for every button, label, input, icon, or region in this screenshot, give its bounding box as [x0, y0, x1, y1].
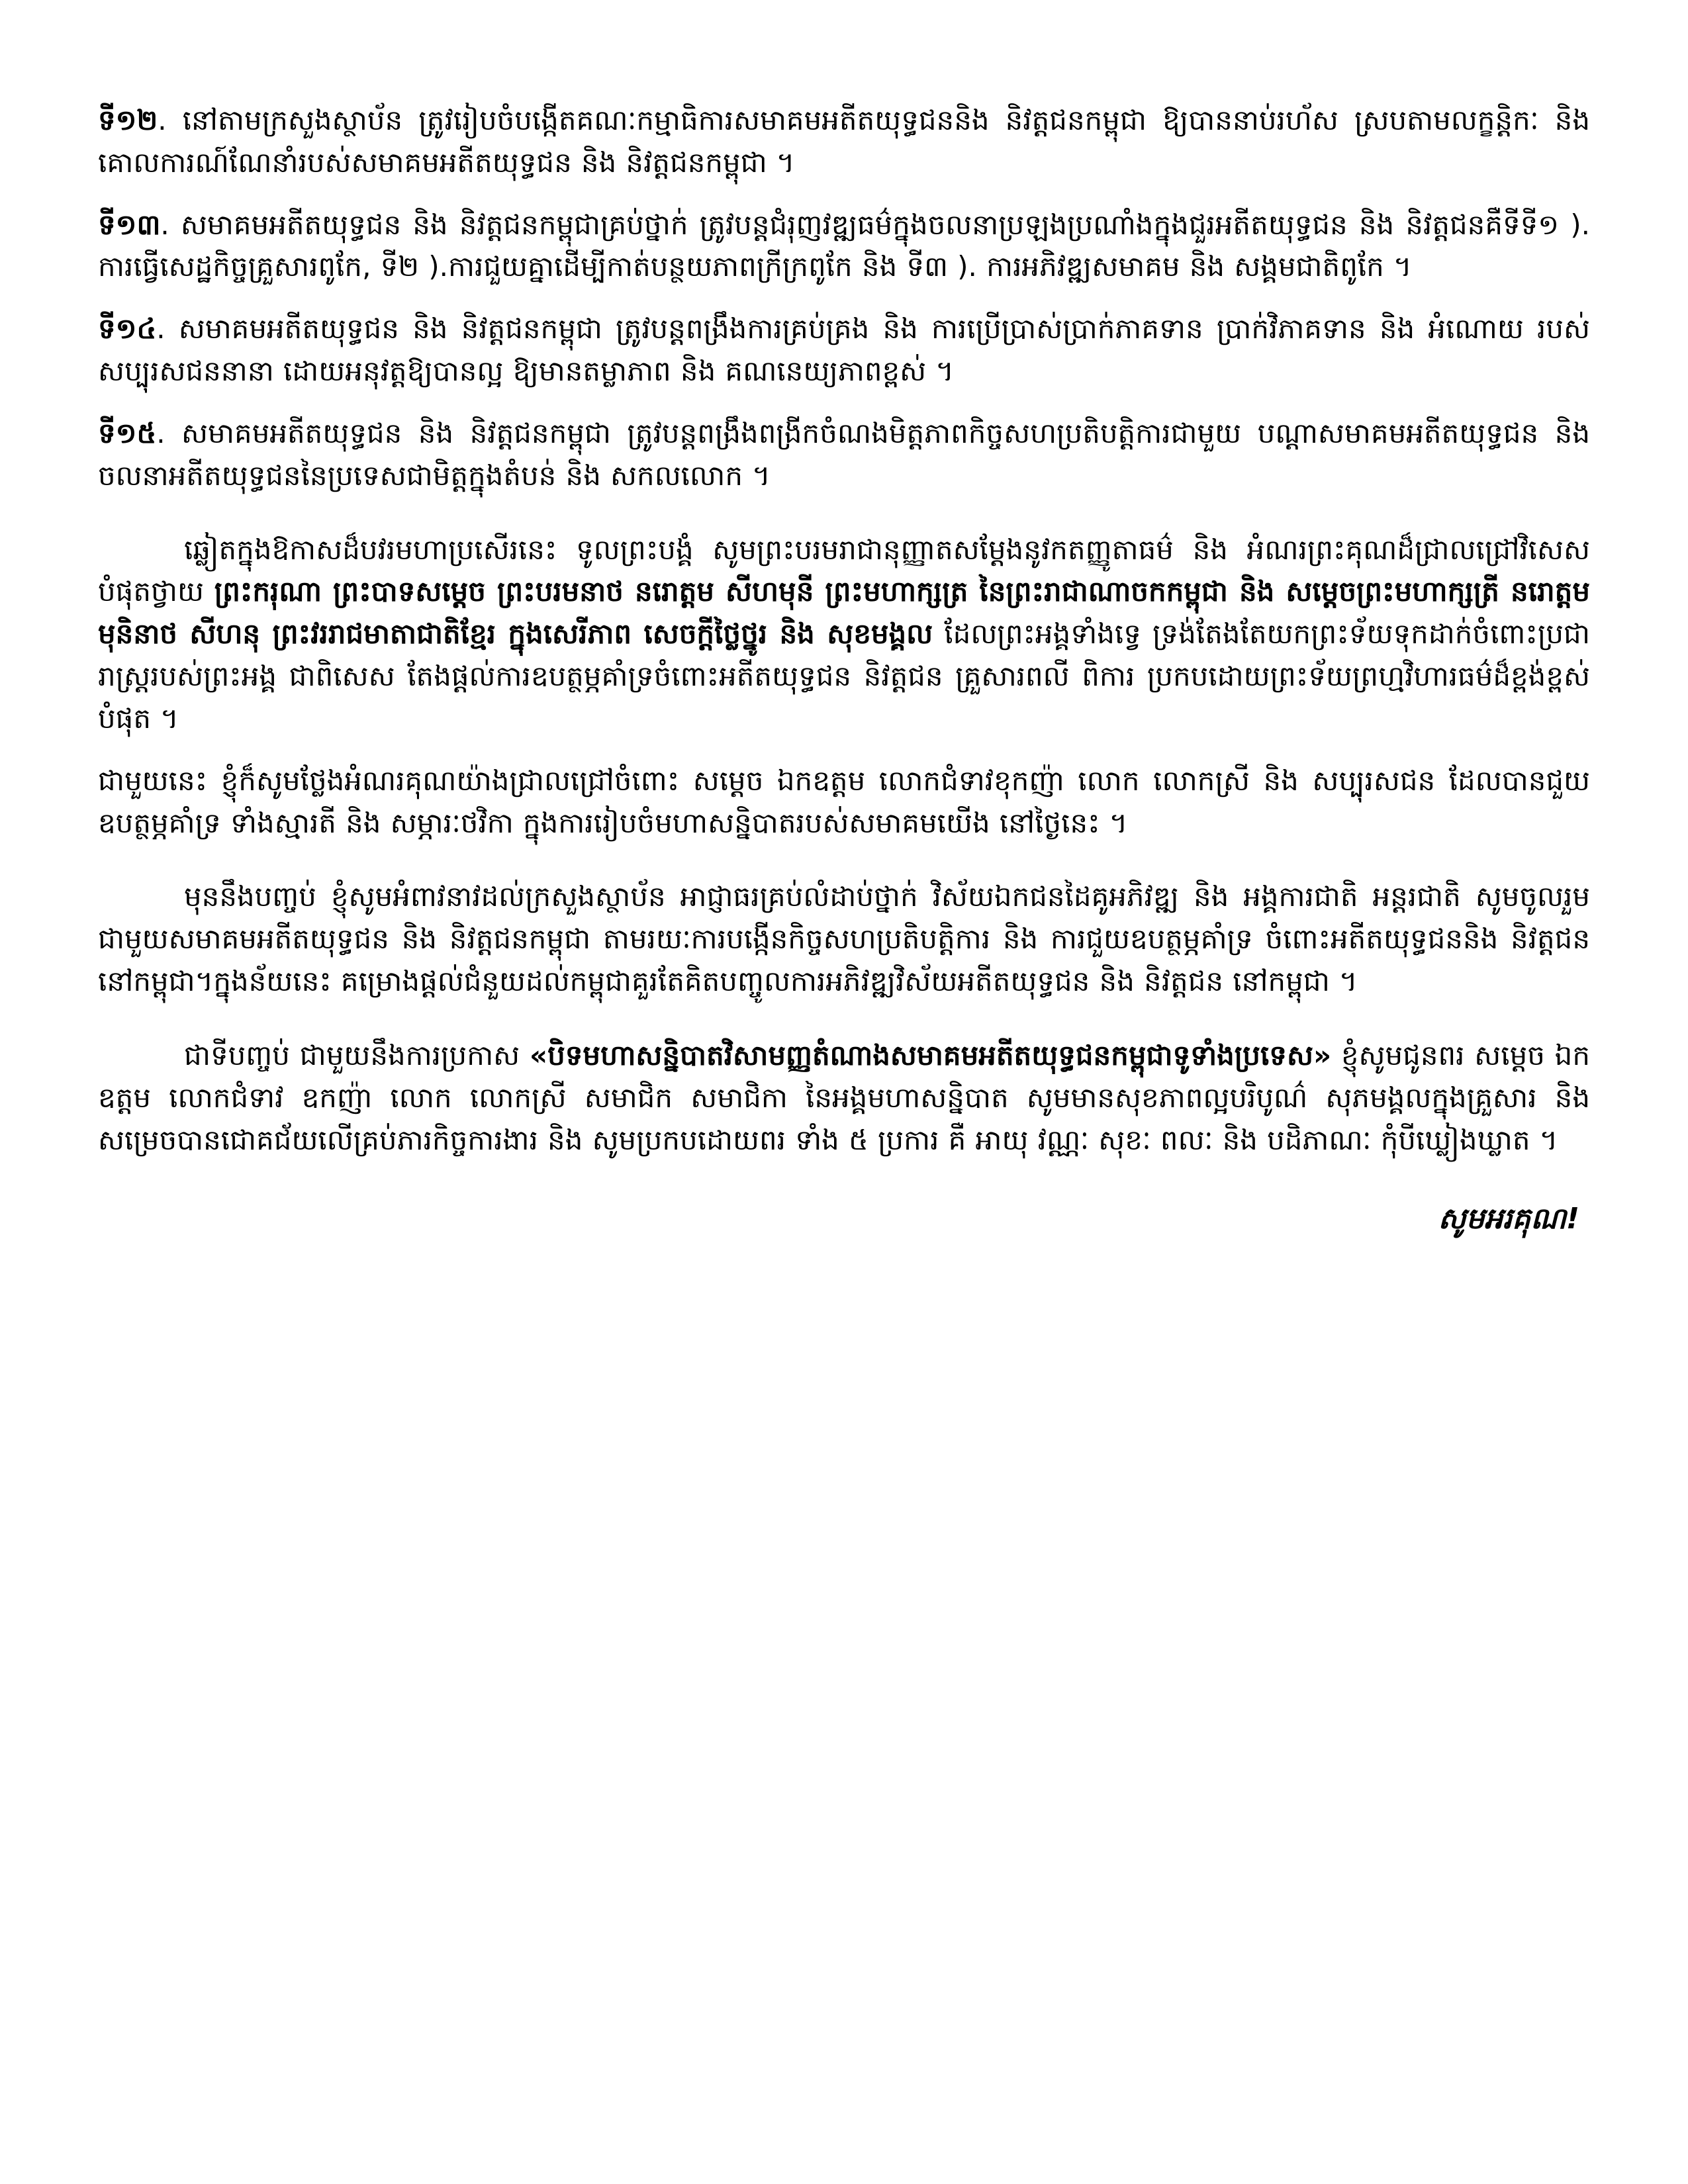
paragraph-14 — [98, 308, 1590, 392]
paragraph-13-number: ទី១៣ — [98, 208, 161, 241]
appeal-paragraph-text: មុននឹងបញ្ចប់ ខ្ញុំសូមអំពាវនាវដល់ក្រសួងស្ថាប័ន អាជ្ញាធរគ្រប់លំដាប់ថ្នាក់ វិស័យឯកជនដៃគូអភិវឌ្ឍ និង អង្គការជាតិ អន្តរជាតិ សូមចូលរួមជាមួយសមាគមអតីតយុទ្ធជន និង និវត្តជនកម្ពុជា តាមរយៈការបង្កើនកិច្ចសហប្រតិបត្តិការ និង ការជួយឧបត្ថម្ភគាំទ្រ ចំពោះអតីតយុទ្ធជននិង និវត្តជន នៅកម្ពុជា។ក្នុងន័យនេះ គម្រោងផ្ដល់ជំនួយដល់កម្ពុជាគួរតែគិតបញ្ចូលការអភិវឌ្ឍវិស័យអតីតយុទ្ធជន និង និវត្តជន នៅកម្ពុជា ។ — [98, 880, 1590, 998]
thanks-paragraph — [98, 760, 1590, 844]
final-paragraph — [98, 1034, 1590, 1161]
paragraph-15-separator: . — [156, 416, 182, 449]
paragraph-15-number: ទី១៥ — [98, 416, 157, 449]
paragraph-13-text: សមាគមអតីតយុទ្ធជន និង និវត្តជនកម្ពុជាគ្រប់ថ្នាក់ ត្រូវបន្តជំរុញវឌ្ឍធម៌ក្នុងចលនាប្រឡងប្រណាំងក្នុងជួរអតីតយុទ្ធជន និង និវត្តជនគឺទីទី១ ). ការធ្វើសេដ្ឋកិច្ចគ្រួសារពូកែ, ទី២ ).ការជួយគ្នាដើម្បីកាត់បន្ថយភាពក្រីក្រពូកែ និង ទី៣ ). ការអភិវឌ្ឍសមាគម និង សង្គមជាតិពូកែ ។ — [98, 208, 1590, 283]
signature-thank-you: សូមអរគុណ! — [1438, 1202, 1579, 1236]
appeal-paragraph — [98, 876, 1590, 1002]
paragraph-14-separator: . — [156, 312, 179, 345]
paragraph-12-text: នៅតាមក្រសួងស្ថាប័ន ត្រូវរៀបចំបង្កើតគណៈកម្មាធិការសមាគមអតីតយុទ្ធជននិង និវត្តជនកម្ពុជា ឱ្យបាននាប់រហ័ស ស្របតាមលក្ខន្តិកៈ និង គោលការណ៍ណែនាំរបស់សមាគមអតីតយុទ្ធជន និង និវត្តជនកម្ពុជា ។ — [98, 104, 1590, 179]
paragraph-13 — [98, 204, 1590, 289]
congress-closing-title-bold: «បិទមហាសន្និបាតវិសាមញ្ញតំណាងសមាគមអតីតយុទ្ធជនកម្ពុជាទូទាំងប្រទេស» — [529, 1038, 1332, 1071]
paragraph-12 — [98, 99, 1590, 184]
paragraph-12-separator: . — [158, 104, 183, 136]
royal-paragraph-lead: ឆ្លៀតក្នុងឱកាសដ៏បវរមហាប្រសើរនេះ ទូលព្រះបង្គំ សូមព្រះបរមរាជានុញ្ញាតសម្ដែងនូវកតញ្ញូតាធម៌ និង អំណរព្រះគុណដ៏ជ្រាលជ្រៅវិសេសបំផុតថ្វាយ — [98, 533, 1590, 608]
paragraph-13-separator: . — [160, 208, 181, 241]
final-paragraph-lead: ជាទីបញ្ចប់ ជាមួយនឹងការប្រកាស — [184, 1038, 530, 1071]
final-paragraph-tail: ខ្ញុំសូមជូនពរ សម្ដេច ឯកឧត្តម លោកជំទាវ ឧកញ៉ា លោក លោកស្រី សមាជិក សមាជិកា នៃអង្គមហាសន្និបាត សូមមានសុខភាពល្អបរិបូណ៌ សុភមង្គលក្នុងគ្រួសារ និង សម្រេចបានជោគជ័យលើគ្រប់ភារកិច្ចការងារ និង សូមប្រកបដោយពរ ទាំង ៥ ប្រការ គឺ អាយុ វណ្ណៈ សុខៈ ពលៈ និង បដិភាណៈ កុំបីឃ្លៀងឃ្លាត ។ — [98, 1038, 1591, 1156]
section-spacer — [98, 517, 1590, 529]
section-spacer-3 — [98, 1023, 1590, 1034]
section-spacer-2 — [98, 864, 1590, 876]
paragraph-12-number: ទី១២ — [98, 104, 158, 136]
royal-paragraph-tail: ដែលព្រះអង្គទាំងទ្វេ ទ្រង់តែងតែយកព្រះទ័យទុកដាក់ចំពោះប្រជារាស្ត្ររបស់ព្រះអង្គ ជាពិសេស តែងផ្ដល់ការឧបត្ថម្ភគាំទ្រចំពោះអតីតយុទ្ធជន និវត្តជន គ្រួសារពលី ពិការ ប្រកបដោយព្រះទ័យព្រហ្មវិហារធម៌ដ៏ខ្ពង់ខ្ពស់បំផុត ។ — [98, 617, 1591, 735]
paragraph-15 — [98, 412, 1590, 497]
paragraph-15-text: សមាគមអតីតយុទ្ធជន និង និវត្តជនកម្ពុជា ត្រូវបន្តពង្រឹងពង្រីកចំណងមិត្តភាពកិច្ចសហប្រតិបត្តិការជាមួយ បណ្ដាសមាគមអតីតយុទ្ធជន និង ចលនាអតីតយុទ្ធជននៃប្រទេសជាមិត្តក្នុងតំបន់ និង សកលលោក ។ — [98, 416, 1590, 492]
royal-titles-bold: ព្រះករុណា ព្រះបាទសម្ដេច ព្រះបរមនាថ នរោត្តម សីហមុនី ព្រះមហាក្សត្រ នៃព្រះរាជាណាចកកម្ពុជា និង សម្ដេចព្រះមហាក្សត្រី នរោត្តម មុនិនាថ សីហនុ ព្រះវររាជមាតាជាតិខ្មែរ ក្នុងសេរីភាព សេចក្ដីថ្លៃថ្នូរ និង សុខមង្គល — [98, 575, 1590, 651]
paragraph-14-number: ទី១៤ — [98, 312, 157, 345]
document-body — [98, 99, 1590, 1243]
paragraph-14-text: សមាគមអតីតយុទ្ធជន និង និវត្តជនកម្ពុជា ត្រូវបន្តពង្រឹងការគ្រប់គ្រង និង ការប្រើប្រាស់ប្រាក់ភាគទាន ប្រាក់វិភាគទាន និង អំណោយ របស់សប្បុរសជននានា ដោយអនុវត្តឱ្យបានល្អ ឱ្យមានតម្លាភាព និង គណនេយ្យភាពខ្ពស់ ។ — [98, 312, 1591, 388]
royal-gratitude-paragraph — [98, 529, 1590, 740]
thanks-paragraph-text: ជាមួយនេះ ខ្ញុំក៏សូមថ្លែងអំណរគុណយ៉ាងជ្រាលជ្រៅចំពោះ សម្ដេច ឯកឧត្តម លោកជំទាវខុកញ៉ា លោក លោកស្រី និង សប្បុរសជន ដែលបានជួយឧបត្ថម្ភគាំទ្រ ទាំងស្មារតី និង សម្ភារៈថវិកា ក្នុងការរៀបចំមហាសន្និបាតរបស់សមាគមយើង នៅថ្ងៃនេះ ។ — [98, 764, 1590, 839]
